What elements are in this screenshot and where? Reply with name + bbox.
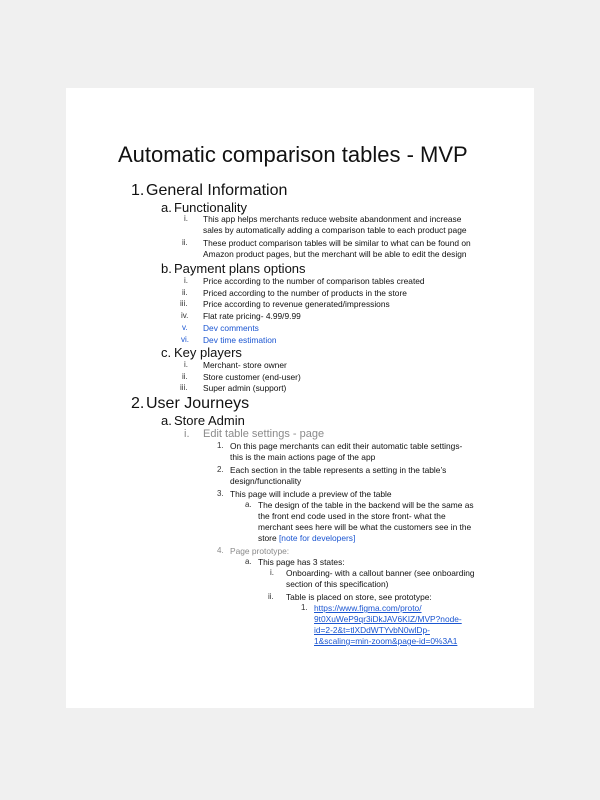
list-item-text: This page will include a preview of the table (230, 489, 392, 499)
dev-time-estimation-link[interactable]: Dev time estimation (203, 335, 277, 345)
section-1-number: 1. (131, 182, 145, 199)
list-marker: ii. (182, 372, 188, 381)
list-item-text: Flat rate pricing- 4.99/9.99 (203, 311, 301, 321)
list-marker: 2. (217, 465, 224, 474)
list-item-text: sales by automatically adding a comparison table to each product page (203, 225, 467, 235)
list-item-text: Priced according to the number of products in the store (203, 288, 407, 298)
list-marker: 1. (217, 441, 224, 450)
list-item-text: This app helps merchants reduce website abandonment and increase (203, 214, 462, 224)
list-marker: i. (184, 360, 188, 369)
section-1-heading: General Information (146, 182, 288, 199)
list-marker: 3. (217, 489, 224, 498)
list-item-text-fragment: store (258, 533, 279, 543)
subsection-1c-heading: Key players (174, 345, 242, 360)
list-item-text: section of this specification) (286, 579, 389, 589)
list-item-text (258, 533, 355, 544)
list-item-text: Amazon product pages, but the merchant will be able to edit the design (203, 249, 467, 259)
subsection-1b-marker: b. (161, 261, 172, 276)
list-marker: ii. (268, 592, 274, 601)
subsection-2a-marker: a. (161, 413, 172, 428)
list-item-text: Table is placed on store, see prototype: (286, 592, 432, 602)
figma-prototype-link[interactable]: 1&scaling=min-zoom&page-id=0%3A1 (314, 636, 458, 646)
list-item-text: the front end code used in the store front- what the (258, 511, 446, 521)
list-item-text: this is the main actions page of the app (230, 452, 376, 462)
list-marker: a. (245, 557, 252, 566)
list-item-text: Store customer (end-user) (203, 372, 301, 382)
list-item-text: The design of the table in the backend will be the same as (258, 500, 474, 510)
list-marker: 1. (301, 603, 308, 612)
section-2-heading: User Journeys (146, 395, 250, 412)
list-marker: iii. (180, 383, 188, 392)
figma-prototype-link[interactable]: 9t0XuWeP9qr3iDkJAV6KIZ/MVP?node- (314, 614, 462, 624)
list-marker: 4. (217, 546, 224, 555)
list-item-text: Price according to the number of comparison tables created (203, 276, 425, 286)
subsection-2a-heading: Store Admin (174, 413, 245, 428)
item-2ai-heading: Edit table settings - page (203, 428, 325, 440)
section-2-number: 2. (131, 395, 145, 412)
figma-prototype-link[interactable]: id=2-2&t=tlXDdWTYvbN0wlDp- (314, 625, 430, 635)
list-item-text: Merchant- store owner (203, 360, 287, 370)
list-item-text: design/functionality (230, 476, 302, 486)
list-marker: v. (182, 323, 188, 332)
list-marker: i. (184, 214, 188, 223)
list-marker: i. (184, 276, 188, 285)
subsection-1a-marker: a. (161, 200, 172, 215)
figma-prototype-link[interactable]: https://www.figma.com/proto/ (314, 603, 422, 613)
list-item-text: These product comparison tables will be similar to what can be found on (203, 238, 471, 248)
item-2ai-marker: i. (184, 428, 190, 440)
subsection-1a-heading: Functionality (174, 200, 247, 215)
list-marker: a. (245, 500, 252, 509)
list-marker: iii. (180, 299, 188, 308)
document-title: Automatic comparison tables - MVP (118, 142, 468, 167)
list-marker: iv. (181, 311, 189, 320)
list-marker: i. (270, 568, 274, 577)
subsection-1c-marker: c. (161, 345, 172, 360)
note-for-developers-link[interactable]: [note for developers] (278, 533, 356, 543)
list-marker: ii. (182, 288, 188, 297)
list-marker: vi. (181, 335, 189, 344)
list-item-text: This page has 3 states: (258, 557, 345, 567)
list-item-text: Page prototype: (230, 546, 290, 556)
list-item-text: On this page merchants can edit their automatic table settings- (230, 441, 463, 451)
list-item-text: Each section in the table represents a setting in the table’s (230, 465, 447, 475)
dev-comments-link[interactable]: Dev comments (203, 323, 259, 333)
list-marker: ii. (182, 238, 188, 247)
list-item-text: Super admin (support) (203, 383, 287, 393)
list-item-text: merchant sees here will be what the customers see in the (258, 522, 472, 532)
list-item-text: Price according to revenue generated/impressions (203, 299, 390, 309)
list-item-text: Onboarding- with a callout banner (see onboarding (286, 568, 475, 578)
subsection-1b-heading: Payment plans options (174, 261, 306, 276)
